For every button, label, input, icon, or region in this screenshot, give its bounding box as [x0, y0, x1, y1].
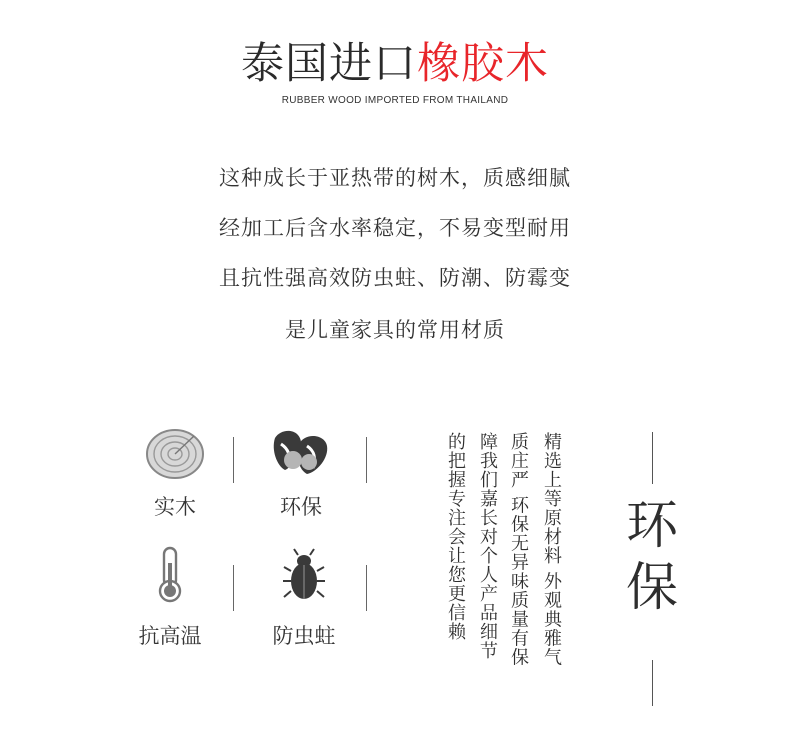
title-red-part: 橡胶木: [417, 39, 549, 89]
feature-label: 环保: [280, 495, 322, 519]
description-line-3: 且抗性强高效防虫蛀、防潮、防霉变: [219, 266, 571, 290]
feature-heat-resistant: [110, 546, 230, 650]
thermometer-icon: [155, 545, 185, 609]
feature-insect-proof: [244, 546, 364, 650]
vsep-bottom-right: [366, 565, 367, 611]
feature-label: 抗高温: [138, 624, 202, 648]
vsep-bottom-left: [233, 565, 234, 611]
vertical-text-col-2: 质庄严 环保无异味质量有保: [508, 432, 529, 667]
description-line-2: 经加工后含水率稳定，不易变型耐用: [219, 216, 571, 240]
big-title: 环保: [625, 496, 678, 618]
leaf-icon: [269, 424, 333, 484]
feature-label: 实木: [154, 495, 196, 519]
title-black-part: 泰国进口: [241, 39, 417, 89]
feature-label: 防虫蛀: [272, 624, 336, 648]
vertical-text-col-4: 的把握专注会让您更信赖: [445, 432, 466, 641]
vsep-top-left: [233, 437, 234, 483]
feature-solid-wood: [115, 423, 235, 521]
page-title: [0, 30, 790, 91]
vertical-text-col-3: 障我们嘉长对个人产品细节: [477, 432, 498, 660]
wood-slice-icon: [144, 424, 206, 484]
vsep-top-right: [366, 437, 367, 483]
feature-eco: [241, 423, 361, 521]
page-subtitle: RUBBER WOOD IMPORTED FROM THAILAND: [281, 95, 509, 106]
description-line-1: 这种成长于亚热带的树木，质感细腻: [219, 166, 571, 190]
big-title-line-bottom: [652, 660, 653, 706]
bug-icon: [282, 547, 326, 607]
vertical-text-col-1: 精选上等原材料 外观典雅气: [541, 432, 562, 667]
big-title-line-top: [652, 432, 653, 484]
description-line-4: 是儿童家具的常用材质: [285, 318, 505, 342]
